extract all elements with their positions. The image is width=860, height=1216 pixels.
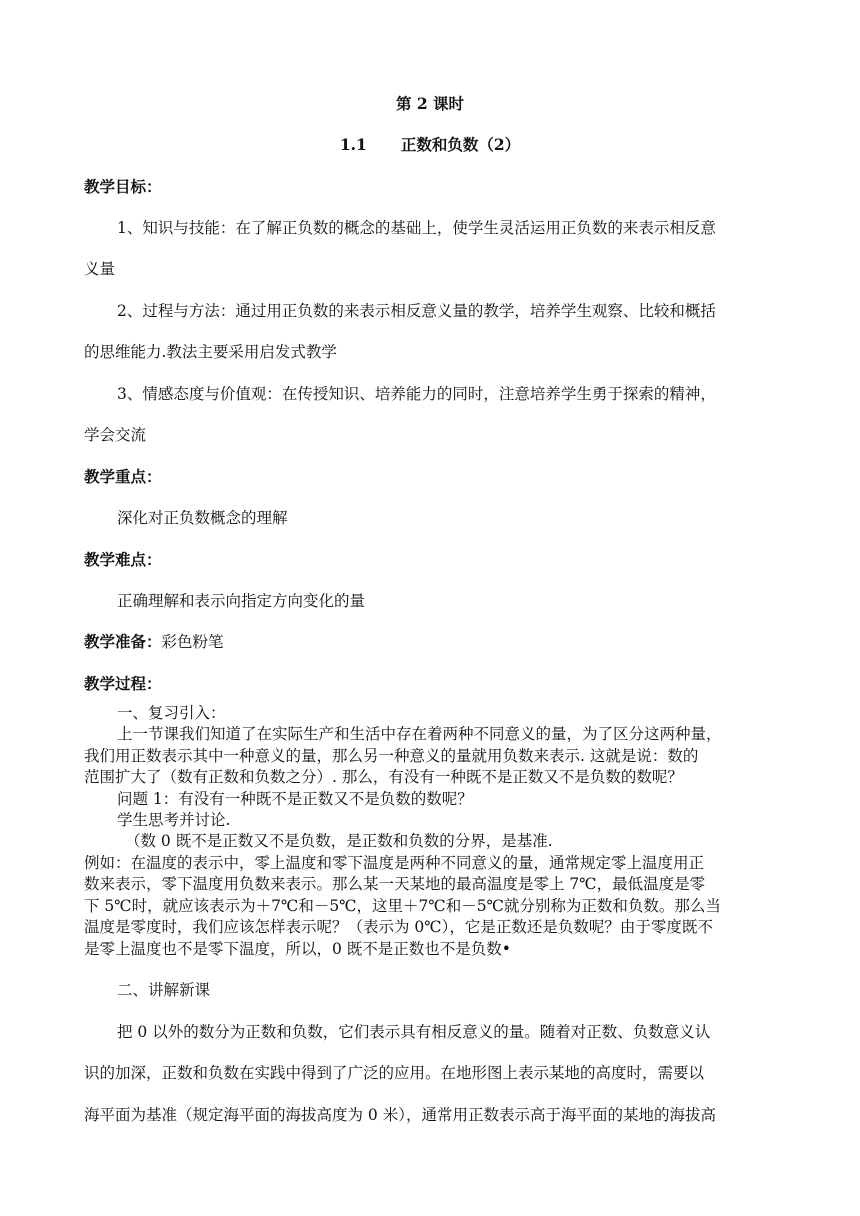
preparation-line bbox=[84, 632, 784, 652]
new-lesson-line1: 把 0 以外的数分为正数和负数，它们表示具有相反意义的量。随着对正数、负数意义认 bbox=[117, 1023, 711, 1041]
lesson-label: 第 2 课时 bbox=[395, 94, 465, 113]
section-number: 1.1 bbox=[339, 135, 367, 154]
zero-note: （数 0 既不是正数又不是负数，是正数和负数的分界，是基准. bbox=[125, 832, 553, 850]
difficulties-heading: 教学难点： bbox=[84, 550, 162, 569]
review-para-line3: 范围扩大了（数有正数和负数之分）. 那么，有没有一种既不是正数又不是负数的数呢？ bbox=[84, 768, 683, 786]
example-line2: 数来表示，零下温度用负数来表示。那么某一天某地的最高温度是零上 7℃，最低温度是零 bbox=[84, 875, 706, 893]
objective-2-line1: 2、过程与方法：通过用正负数的来表示相反意义量的教学，培养学生观察、比较和概括 bbox=[117, 302, 716, 320]
example-line1: 例如：在温度的表示中，零上温度和零下温度是两种不同意义的量，通常规定零上温度用正 bbox=[84, 854, 705, 872]
new-lesson-line3: 海平面为基准（规定海平面的海拔高度为 0 米），通常用正数表示高于海平面的某地的海拔高 bbox=[84, 1106, 716, 1124]
new-lesson-line2: 识的加深，正数和负数在实践中得到了广泛的应用。在地形图上表示某地的高度时，需要以 bbox=[84, 1064, 705, 1082]
example-line5: 是零上温度也不是零下温度，所以，0 既不是正数也不是负数• bbox=[84, 940, 511, 958]
new-lesson-title: 二、讲解新课 bbox=[117, 981, 211, 999]
objective-1-line1: 1、知识与技能：在了解正负数的概念的基础上，使学生灵活运用正负数的来表示相反意 bbox=[117, 219, 716, 237]
review-para-line1: 上一节课我们知道了在实际生产和生活中存在着两种不同意义的量，为了区分这两种量， bbox=[117, 725, 722, 743]
preparation-text: 彩色粉笔 bbox=[161, 633, 224, 651]
objectives-heading: 教学目标： bbox=[84, 177, 162, 196]
section-heading bbox=[0, 135, 860, 155]
process-heading: 教学过程： bbox=[84, 674, 162, 693]
key-points-heading: 教学重点： bbox=[84, 467, 162, 486]
review-title: 一、复习引入： bbox=[117, 704, 226, 722]
question-1: 问题 1：有没有一种既不是正数又不是负数的数呢？ bbox=[117, 790, 473, 808]
example-line3: 下 5℃时，就应该表示为＋7℃和－5℃，这里＋7℃和－5℃就分别称为正数和负数。那么当 bbox=[84, 897, 721, 915]
review-para-line2: 我们用正数表示其中一种意义的量，那么另一种意义的量就用负数来表示. 这就是说：数的 bbox=[84, 747, 699, 765]
objective-2-line2: 的思维能力.教法主要采用启发式教学 bbox=[84, 343, 337, 361]
objective-3-line1: 3、情感态度与价值观：在传授知识、培养能力的同时，注意培养学生勇于探索的精神， bbox=[117, 385, 716, 403]
section-title: 正数和负数（2） bbox=[400, 135, 521, 154]
objective-1-line2: 义量 bbox=[84, 260, 116, 278]
example-line4: 温度是零度时，我们应该怎样表示呢？（表示为 0℃），它是正数还是负数呢？由于零度既不 bbox=[84, 918, 713, 936]
objective-3-line2: 学会交流 bbox=[84, 426, 147, 444]
key-points-text: 深化对正负数概念的理解 bbox=[117, 509, 288, 527]
student-discussion: 学生思考并讨论. bbox=[117, 811, 231, 829]
preparation-heading: 教学准备： bbox=[84, 632, 162, 651]
difficulties-text: 正确理解和表示向指定方向变化的量 bbox=[117, 592, 366, 610]
